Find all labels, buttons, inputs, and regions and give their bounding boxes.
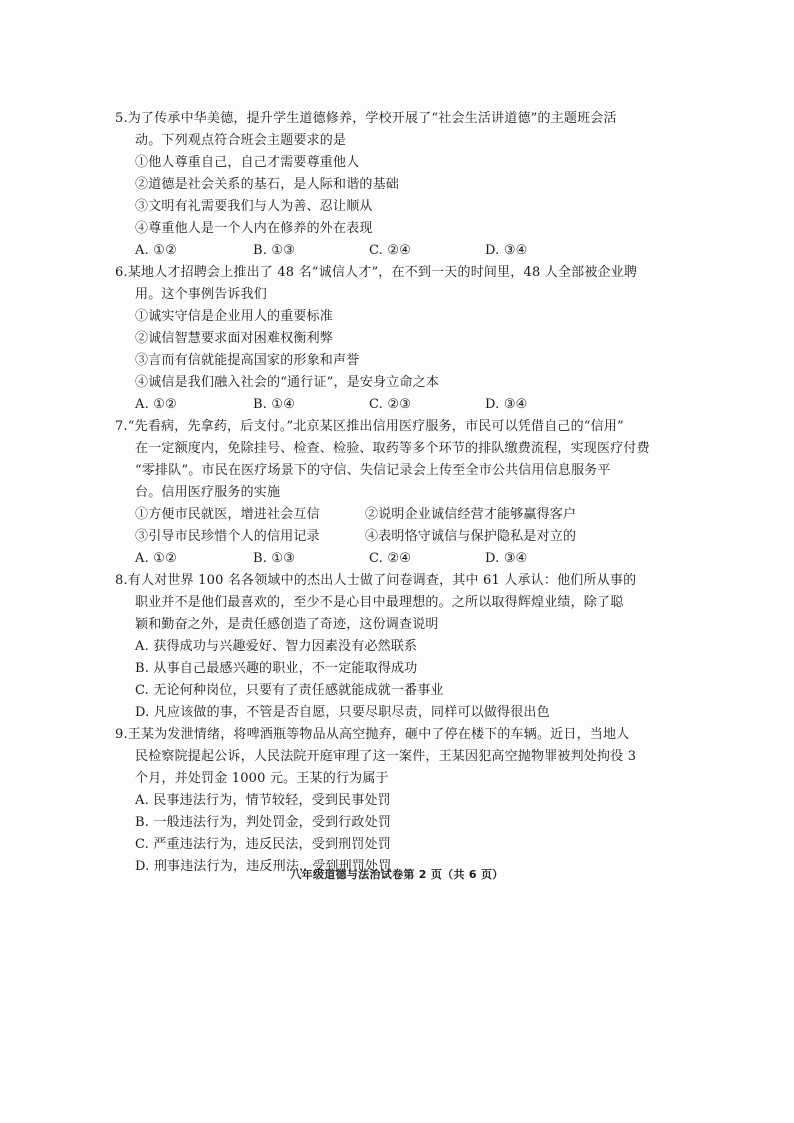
question-7-option-d: D. ③④ xyxy=(485,551,528,566)
question-5-statement-4: ④尊重他人是一个人内在修养的外在表现 xyxy=(135,221,373,236)
question-9-choice-c: C. 严重违法行为，违反民法，受到刑罚处罚 xyxy=(135,837,391,852)
question-7-option-a: A. ①② xyxy=(135,551,177,566)
question-6-option-c: C. ②③ xyxy=(369,397,412,412)
question-7-statement-1: ①方便市民就医，增进社会互信 xyxy=(135,507,320,522)
question-9-choice-a: A. 民事违法行为，情节较轻，受到民事处罚 xyxy=(135,793,391,808)
question-7-statements-row-1 xyxy=(135,504,675,526)
question-list xyxy=(115,108,675,878)
question-7-stem-line-4: 台。信用医疗服务的实施 xyxy=(135,485,281,500)
question-6-stem-line-1: 6.某地人才招聘会上推出了 48 名“诚信人才”，在不到一天的时间里，48 人全部被企业聘 xyxy=(115,265,638,280)
question-8-choice-d: D. 凡应该做的事，不管是否自愿，只要尽职尽责，同样可以做得很出色 xyxy=(135,705,550,720)
question-5-statement-2: ②道德是社会关系的基石，是人际和谐的基础 xyxy=(135,177,400,192)
question-9-choice-b: B. 一般违法行为，判处罚金，受到行政处罚 xyxy=(135,815,392,830)
question-8-stem-line-2: 职业并不是他们最喜欢的，至少不是心目中最理想的。之所以取得辉煌业绩，除了聪 xyxy=(135,595,624,610)
question-6-option-b: B. ①④ xyxy=(253,397,296,412)
question-7 xyxy=(115,416,675,570)
question-5 xyxy=(115,108,675,262)
question-6-statement-1: ①诚实守信是企业用人的重要标准 xyxy=(135,309,334,324)
page-footer: 八年级道德与法治试卷第 2 页（共 6 页） xyxy=(290,868,504,881)
question-9-stem-line-3: 个月，并处罚金 1000 元。王某的行为属于 xyxy=(135,771,389,786)
question-7-statement-4: ④表明恪守诚信与保护隐私是对立的 xyxy=(365,529,577,544)
question-5-stem-line-1: 5.为了传承中华美德，提升学生道德修养，学校开展了“社会生活讲道德”的主题班会活 xyxy=(115,111,617,126)
question-6-statement-3: ③言而有信就能提高国家的形象和声誉 xyxy=(135,353,360,368)
question-6-stem-line-2: 用。这个事例告诉我们 xyxy=(135,287,268,302)
question-7-statement-3: ③引导市民珍惜个人的信用记录 xyxy=(135,529,320,544)
question-5-options xyxy=(135,240,675,262)
question-7-option-b: B. ①③ xyxy=(253,551,296,566)
question-9-choice-d: D. 刑事违法行为，违反刑法，受到刑罚处罚 xyxy=(135,859,392,874)
question-6-statement-4: ④诚信是我们融入社会的“通行证”，是安身立命之本 xyxy=(135,375,440,390)
question-7-statement-2: ②说明企业诚信经营才能够赢得客户 xyxy=(365,507,577,522)
question-8-choice-c: C. 无论何种岗位，只要有了责任感就能成就一番事业 xyxy=(135,683,444,698)
question-8-choice-a: A. 获得成功与兴趣爱好、智力因素没有必然联系 xyxy=(135,639,418,654)
question-9 xyxy=(115,724,675,878)
question-6-statement-2: ②诚信智慧要求面对困难权衡利弊 xyxy=(135,331,334,346)
question-8-choice-b: B. 从事自己最感兴趣的职业，不一定能取得成功 xyxy=(135,661,418,676)
question-7-statements-row-2 xyxy=(135,526,675,548)
question-6-option-d: D. ③④ xyxy=(485,397,528,412)
question-6-options xyxy=(135,394,675,416)
question-7-stem-line-2: 在一定额度内，免除挂号、检查、检验、取药等多个环节的排队缴费流程，实现医疗付费 xyxy=(135,441,650,456)
question-5-option-c: C. ②④ xyxy=(369,243,412,258)
question-6 xyxy=(115,262,675,416)
question-8 xyxy=(115,570,675,724)
question-7-stem-line-3: “零排队”。市民在医疗场景下的守信、失信记录会上传至全市公共信用信息服务平 xyxy=(135,463,611,478)
question-7-stem-line-1: 7.“先看病，先拿药，后支付。”北京某区推出信用医疗服务，市民可以凭借自己的“信用” xyxy=(115,419,624,434)
question-8-stem-line-1: 8.有人对世界 100 名各领域中的杰出人士做了问卷调查，其中 61 人承认：他们所从事的 xyxy=(115,573,637,588)
question-7-options xyxy=(135,548,675,570)
question-5-statement-1: ①他人尊重自己，自己才需要尊重他人 xyxy=(135,155,360,170)
question-7-option-c: C. ②④ xyxy=(369,551,412,566)
question-5-statement-3: ③文明有礼需要我们与人为善、忍让顺从 xyxy=(135,199,373,214)
question-9-stem-line-2: 民检察院提起公诉，人民法院开庭审理了这一案件，王某因犯高空抛物罪被判处拘役 3 xyxy=(135,749,637,764)
question-8-stem-line-3: 颖和勤奋之外，是责任感创造了奇迹，这份调查说明 xyxy=(135,617,439,632)
question-5-stem-line-2: 动。下列观点符合班会主题要求的是 xyxy=(135,133,347,148)
question-6-option-a: A. ①② xyxy=(135,397,177,412)
question-5-option-d: D. ③④ xyxy=(485,243,528,258)
question-5-option-a: A. ①② xyxy=(135,243,177,258)
question-9-stem-line-1: 9.王某为发泄情绪，将啤酒瓶等物品从高空抛弃，砸中了停在楼下的车辆。近日，当地人 xyxy=(115,727,630,742)
question-5-option-b: B. ①③ xyxy=(253,243,296,258)
